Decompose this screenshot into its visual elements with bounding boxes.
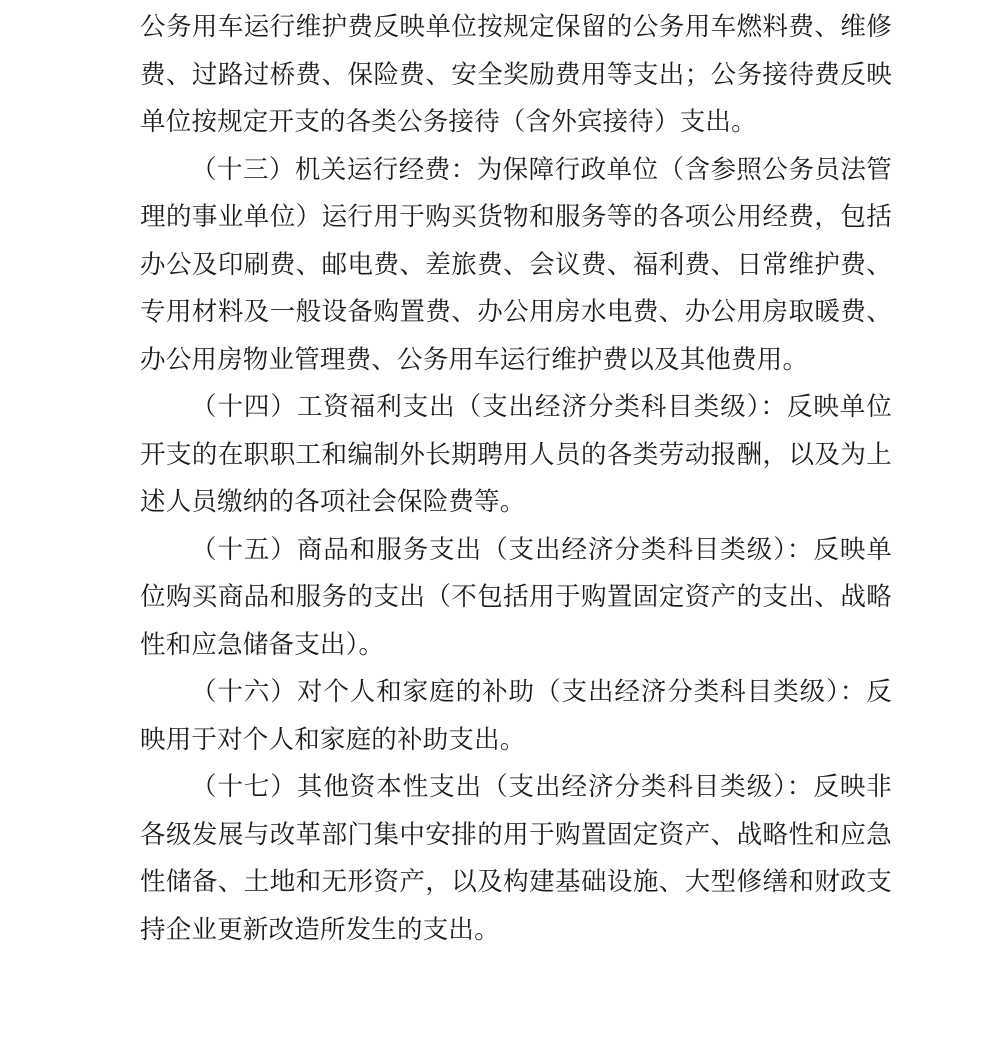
paragraph-1: 公务用车运行维护费反映单位按规定保留的公务用车燃料费、维修费、过路过桥费、保险费、安全奖励费用等支出；公务接待费反映单位按规定开支的各类公务接待（含外宾接待）支出。	[140, 12, 892, 137]
paragraph-5: （十六）对个人和家庭的补助（支出经济分类科目类级）：反映用于对个人和家庭的补助支出。	[140, 677, 892, 755]
paragraph-6: （十七）其他资本性支出（支出经济分类科目类级）：反映非各级发展与改革部门集中安排的用于购置固定资产、战略性和应急性储备、土地和无形资产，以及构建基础设施、大型修缮和财政支持企业更新改造所发生的支出。	[140, 772, 892, 945]
paragraph-4: （十五）商品和服务支出（支出经济分类科目类级）：反映单位购买商品和服务的支出（不包括用于购置固定资产的支出、战略性和应急储备支出）。	[140, 534, 892, 660]
paragraph-2: （十三）机关运行经费：为保障行政单位（含参照公务员法管理的事业单位）运行用于购买货物和服务等的各项公用经费，包括办公及印刷费、邮电费、差旅费、会议费、福利费、日常维护费、专用材料及一般设备购置费、办公用房水电费、办公用房取暖费、办公用房物业管理费、公务用车运行维护费以及其他费用。	[140, 154, 892, 375]
paragraph-3: （十四）工资福利支出（支出经济分类科目类级）：反映单位开支的在职职工和编制外长期聘用人员的各类劳动报酬，以及为上述人员缴纳的各项社会保险费等。	[140, 392, 892, 517]
document-body	[140, 4, 892, 954]
